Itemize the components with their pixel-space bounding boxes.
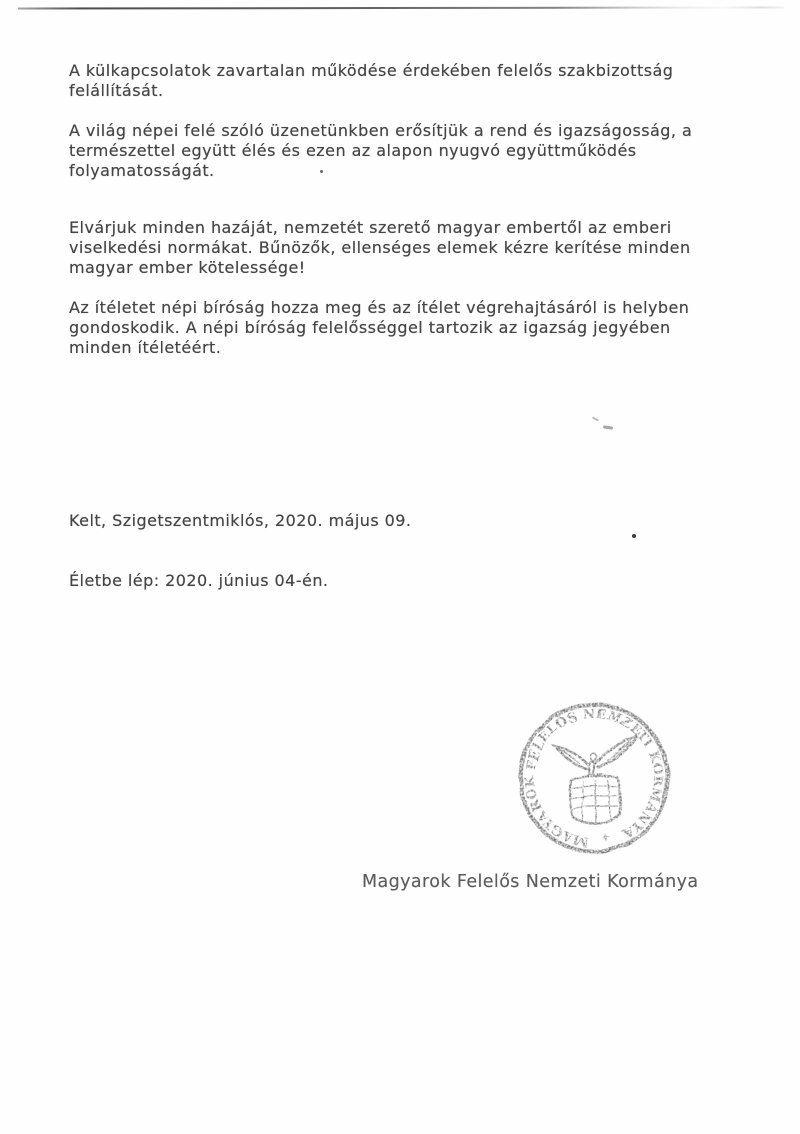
stamp-ink-group: [512, 696, 676, 860]
signature-line: Magyarok Felelős Nemzeti Kormánya: [362, 872, 699, 892]
date-line: Kelt, Szigetszentmiklós, 2020. május 09.: [69, 511, 412, 530]
paragraph-1-line-1: A külkapcsolatok zavartalan működése érdekében felelős szakbizottság: [69, 61, 674, 80]
turul-eagle-on-holy-crown-icon: [555, 734, 641, 825]
paragraph-2-line-1: A világ népei felé szóló üzenetünkben erősítjük a rend és igazságosság, a: [69, 121, 693, 140]
paragraph-4: [69, 298, 689, 358]
paragraph-3: [69, 218, 691, 278]
paragraph-4-line-3: minden ítéletéért.: [69, 338, 222, 357]
stamp-ring-text: MAGYAROK FELELŐS NEMZETI KORMÁNYA: [522, 706, 666, 849]
paragraph-2-line-2: természettel együtt élés és ezen az alapon nyugvó együttműködés: [69, 141, 637, 160]
paragraph-2-line-3: folyamatosságát.: [69, 161, 215, 180]
paragraph-2: [69, 121, 692, 181]
paragraph-1-line-2: felállítását.: [69, 81, 164, 100]
paragraph-4-line-1: Az ítéletet népi bíróság hozza meg és az ítélet végrehajtásáról is helyben: [69, 298, 690, 317]
paragraph-3-line-3: magyar ember kötelessége!: [69, 258, 306, 277]
official-round-stamp: [512, 696, 676, 860]
ink-speck: [632, 534, 636, 538]
paragraph-3-line-2: viselkedési normákat. Bűnözők, ellenséges elemek kézre kerítése minden: [69, 238, 691, 257]
scanner-artifact-line: [18, 6, 784, 9]
ink-speck: [320, 170, 323, 173]
ink-smudge: [603, 425, 613, 429]
paragraph-1: [69, 61, 673, 101]
paragraph-4-line-2: gondoskodik. A népi bíróság felelősséggel tartozik az igazság jegyében: [69, 318, 671, 337]
effective-date-line: Életbe lép: 2020. június 04-én.: [69, 571, 329, 590]
paragraph-3-line-1: Elvárjuk minden hazáját, nemzetét szerető magyar embertől az emberi: [69, 218, 672, 237]
ink-smudge: [592, 416, 599, 421]
stamp-star-separator-icon: ✦: [599, 829, 612, 845]
